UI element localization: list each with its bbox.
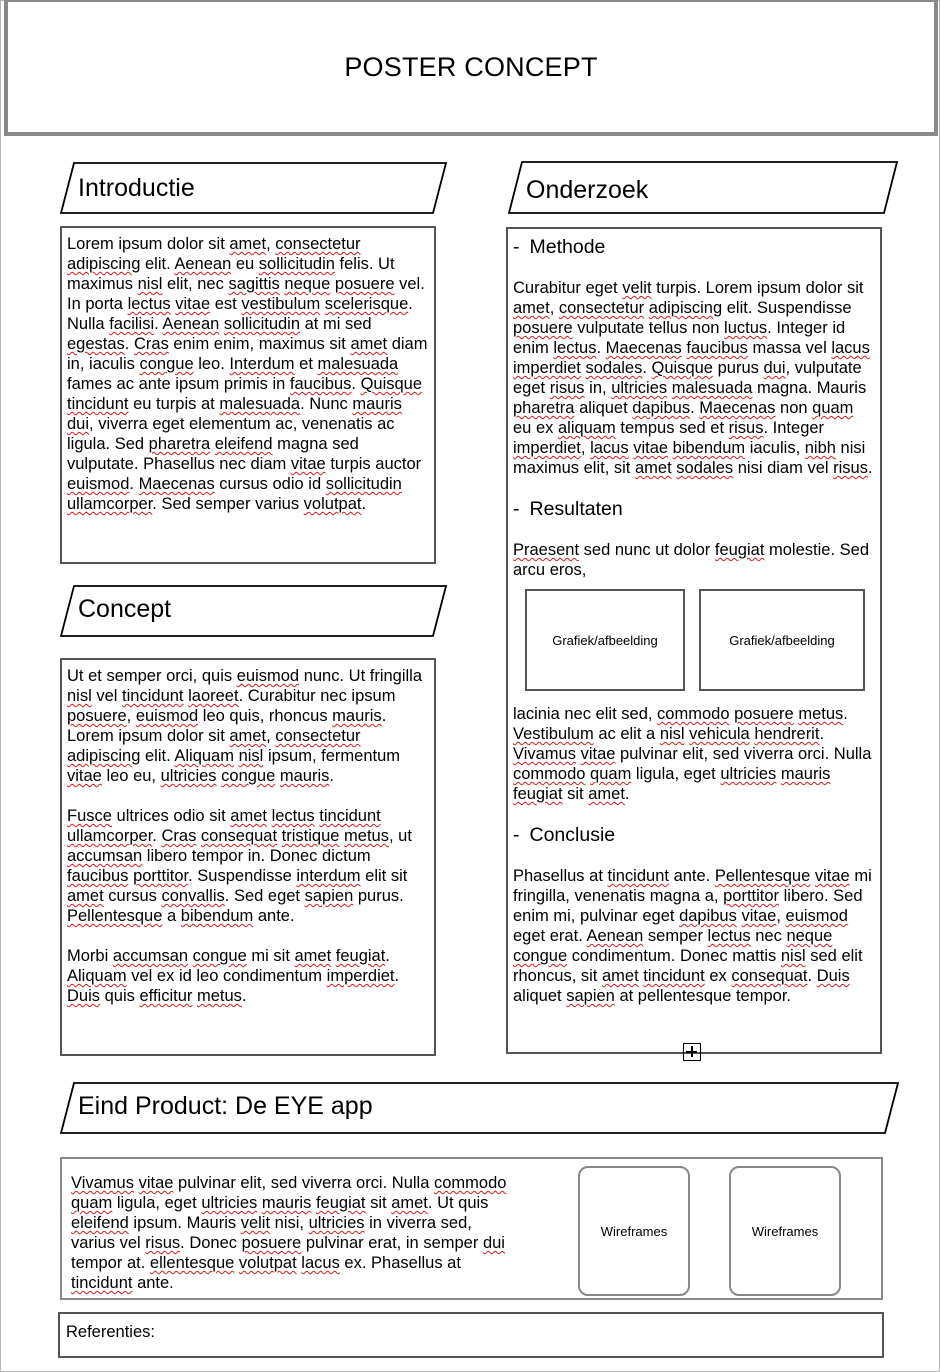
onderzoek-heading-text: Onderzoek bbox=[526, 176, 649, 204]
introductie-heading bbox=[60, 162, 448, 214]
concept-heading bbox=[60, 585, 448, 637]
eind-product-box bbox=[60, 1157, 883, 1300]
resultaten-figures bbox=[513, 580, 875, 704]
methode-dash: - bbox=[513, 236, 520, 258]
referenties-box bbox=[58, 1312, 884, 1358]
methode-text: Curabitur eget velit turpis. Lorem ipsum dolor sit amet, consectetur adipiscing elit. Suspendisse posuere vulputate tellus non luctus. Integer id enim lectus. Maecenas faucibus massa vel lacus imperdiet sodales. Quisque purus dui, vulputate eget risus in, ultricies malesuada magna. Mauris pharetra aliquet dapibus. Maecenas non quam eu ex aliquam tempus sed et risus. Integer imperdiet, lacus vitae bibendum iaculis, nibh nisi maximus elit, sit amet sodales nisi diam vel risus. bbox=[513, 279, 873, 477]
resultaten-dash: - bbox=[513, 498, 520, 520]
introductie-heading-text: Introductie bbox=[78, 174, 195, 202]
concept-box bbox=[60, 658, 436, 1056]
resultaten-subheading bbox=[513, 498, 875, 521]
onderzoek-box bbox=[506, 227, 882, 1054]
concept-paragraph-3: Morbi accumsan congue mi sit amet feugiat. Aliquam vel ex id leo condimentum imperdiet. Duis quis efficitur metus. bbox=[67, 947, 400, 1005]
poster-title: POSTER CONCEPT bbox=[344, 52, 598, 82]
concept-paragraph-1: Ut et semper orci, quis euismod nunc. Ut fringilla nisl vel tincidunt laoreet. Curabitur nec ipsum posuere, euismod leo quis, rhoncus mauris. Lorem ipsum dolor sit amet, consectetur adipiscing elit. Aliquam nisl ipsum, fermentum vitae leo eu, ultricies congue mauris. bbox=[67, 667, 423, 785]
onderzoek-heading bbox=[508, 161, 899, 214]
title-banner bbox=[4, 0, 938, 136]
resultaten-title: Resultaten bbox=[529, 498, 623, 520]
conclusie-text: Phasellus at tincidunt ante. Pellentesque vitae mi fringilla, venenatis magna a, porttitor libero. Sed enim mi, pulvinar eget dapibus vitae, euismod eget erat. Aenean semper lectus nec neque congue condimentum. Donec mattis nisl sed elit rhoncus, sit amet tincidunt ex consequat. Duis aliquet sapien at pellentesque tempor. bbox=[513, 867, 872, 1005]
conclusie-title: Conclusie bbox=[529, 824, 616, 846]
eind-product-text: Vivamus vitae pulvinar elit, sed viverra orci. Nulla commodo quam ligula, eget ultricies mauris feugiat sit amet. Ut quis eleifend ipsum. Mauris velit nisi, ultricies in viverra sed, varius vel risus. Donec posuere pulvinar erat, in semper dui tempor at. ellentesque volutpat lacus ex. Phasellus at tincidunt ante. bbox=[71, 1174, 507, 1292]
add-element-icon[interactable] bbox=[683, 1043, 701, 1061]
concept-paragraph-2: Fusce ultrices odio sit amet lectus tincidunt ullamcorper. Cras consequat tristique metus, ut accumsan libero tempor in. Donec dictum faucibus porttitor. Suspendisse interdum elit sit amet cursus convallis. Sed eget sapien purus. Pellentesque a bibendum ante. bbox=[67, 807, 412, 925]
eind-product-heading bbox=[60, 1082, 900, 1134]
concept-heading-text: Concept bbox=[78, 595, 172, 623]
introductie-box bbox=[60, 226, 436, 564]
eind-product-heading-text: Eind Product: De EYE app bbox=[78, 1092, 373, 1120]
wireframe-placeholder: Wireframes bbox=[578, 1166, 690, 1296]
methode-title: Methode bbox=[529, 236, 606, 258]
conclusie-dash: - bbox=[513, 824, 520, 846]
introductie-text: Lorem ipsum dolor sit amet, consectetur adipiscing elit. Aenean eu sollicitudin felis. Ut maximus nisl elit, nec sagittis neque posuere vel. In porta lectus vitae est vestibulum scelerisque. Nulla facilisi. Aenean sollicitudin at mi sed egestas. Cras enim enim, maximus sit amet diam in, iaculis congue leo. Interdum et malesuada fames ac ante ipsum primis in faucibus. Quisque tincidunt eu turpis at malesuada. Nunc mauris dui, viverra eget elementum ac, venenatis ac ligula. Sed pharetra eleifend magna sed vulputate. Phasellus nec diam vitae turpis auctor euismod. Maecenas cursus odio id sollicitudin ullamcorper. Sed semper varius volutpat. bbox=[67, 235, 428, 513]
methode-subheading bbox=[513, 236, 875, 259]
conclusie-subheading bbox=[513, 824, 875, 847]
figure-placeholder: Grafiek/afbeelding bbox=[699, 589, 865, 691]
wireframe-placeholder: Wireframes bbox=[729, 1166, 841, 1296]
referenties-label: Referenties: bbox=[66, 1323, 155, 1341]
resultaten-text: lacinia nec elit sed, commodo posuere metus. Vestibulum ac elit a nisl vehicula hendrerit. Vivamus vitae pulvinar elit, sed viverra orci. Nulla commodo quam ligula, eget ultricies mauris feugiat sit amet. bbox=[513, 705, 872, 803]
resultaten-intro: Praesent sed nunc ut dolor feugiat molestie. Sed arcu eros, bbox=[513, 541, 869, 579]
figure-placeholder: Grafiek/afbeelding bbox=[525, 589, 685, 691]
